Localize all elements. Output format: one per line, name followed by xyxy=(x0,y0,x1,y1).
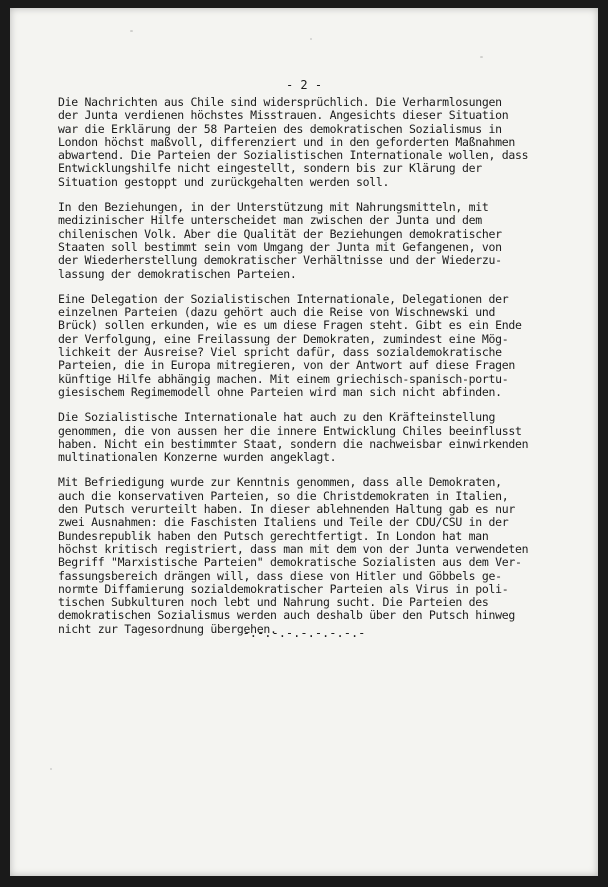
text-line: demokratischen Sozialismus werden auch deshalb über den Putsch hinweg xyxy=(58,608,516,623)
text-line: London höchst maßvoll, differenziert und in den geforderten Maßnahmen xyxy=(58,134,516,149)
text-line: Parteien, die in Europa mitregieren, von der Antwort auf diese Fragen xyxy=(58,358,516,373)
text-line: giesischem Regimemodell ohne Parteien wird man sich nicht abfinden. xyxy=(58,384,502,399)
scan-speck xyxy=(50,768,52,770)
text-line: genommen, die von aussen her die innere Entwicklung Chiles beeinflusst xyxy=(58,423,522,438)
text-line: den Putsch verurteilt haben. In dieser ablehnenden Haltung gab es nur xyxy=(58,502,516,517)
text-line: fassungsbereich drängen will, dass diese von Hitler und Göbbels ge- xyxy=(58,568,502,583)
text-line: auch die konservativen Parteien, so die Christdemokraten in Italien, xyxy=(58,488,509,503)
text-line: Brück) sollen erkunden, wie es um diese Fragen steht. Gibt es ein Ende xyxy=(58,318,522,333)
scan-speck xyxy=(480,56,483,58)
text-line: nicht zur Tagesordnung übergehen. xyxy=(58,621,277,636)
paragraph xyxy=(58,411,578,464)
text-line: Bundesrepublik haben den Putsch gerechtfertigt. In London hat man xyxy=(58,528,489,543)
page-number: - 2 - xyxy=(285,78,323,92)
text-line: Staaten soll bestimmt sein vom Umgang der Junta mit Gefangenen, von xyxy=(58,239,502,254)
text-line: multinationalen Konzerne wurden angeklagt. xyxy=(58,450,337,465)
text-line: zwei Ausnahmen: die Faschisten Italiens und Teile der CDU/CSU in der xyxy=(58,515,509,530)
text-line: höchst kritisch registriert, dass man mit dem von der Junta verwendeten xyxy=(58,541,529,556)
text-line: Eine Delegation der Sozialistischen Internationale, Delegationen der xyxy=(58,291,509,306)
text-line: Entwicklungshilfe nicht eingestellt, sondern bis zur Klärung der xyxy=(58,161,482,176)
text-line: medizinischer Hilfe unterscheidet man zwischen der Junta und dem xyxy=(58,213,482,228)
paragraph xyxy=(58,96,578,189)
paragraph xyxy=(58,201,578,281)
text-line: haben. Nicht ein bestimmter Staat, sondern die nachweisbar einwirkenden xyxy=(58,436,529,451)
text-line: lassung der demokratischen Parteien. xyxy=(58,266,297,281)
paragraph xyxy=(58,293,578,399)
paragraph xyxy=(58,476,578,636)
text-line: tischen Subkulturen noch lebt und Nahrung sucht. Die Parteien des xyxy=(58,595,489,610)
text-line: Die Nachrichten aus Chile sind widersprüchlich. Die Verharmlosungen xyxy=(58,95,502,109)
text-line: der Verfolgung, eine Freilassung der Demokraten, zumindest eine Mög- xyxy=(58,331,509,346)
text-line: einzelnen Parteien (dazu gehört auch die Reise von Wischnewski und xyxy=(58,305,496,320)
scan-speck xyxy=(310,38,312,40)
document-body xyxy=(58,96,578,648)
text-line: war die Erklärung der 58 Parteien des demokratischen Sozialismus in xyxy=(58,121,502,136)
text-line: Die Sozialistische Internationale hat auch zu den Kräfteinstellung xyxy=(58,410,496,425)
text-line: künftige Hilfe abhängig machen. Mit einem griechisch-spanisch-portu- xyxy=(58,371,509,386)
end-marker: -.-.-.-.-.-.-.-.- xyxy=(242,626,366,640)
text-line: der Junta verdienen höchstes Misstrauen. Angesichts dieser Situation xyxy=(58,108,509,123)
text-line: chilenischen Volk. Aber die Qualität der Beziehungen demokratischer xyxy=(58,226,502,241)
text-line: Mit Befriedigung wurde zur Kenntnis genommen, dass alle Demokraten, xyxy=(58,475,502,490)
scan-speck xyxy=(130,30,133,32)
document-page xyxy=(10,8,598,876)
text-line: abwartend. Die Parteien der Sozialistischen Internationale wollen, dass xyxy=(58,148,529,163)
text-line: der Wiederherstellung demokratischer Verhältnisse und der Wiederzu- xyxy=(58,253,502,268)
text-line: Situation gestoppt und zurückgehalten werden soll. xyxy=(58,174,390,189)
text-line: Begriff "Marxistische Parteien" demokratische Sozialisten aus dem Ver- xyxy=(58,555,522,570)
text-line: In den Beziehungen, in der Unterstützung mit Nahrungsmitteln, mit xyxy=(58,200,489,215)
text-line: normte Diffamierung sozialdemokratischer Parteien als Virus in poli- xyxy=(58,581,509,596)
text-line: lichkeit der Ausreise? Viel spricht dafür, dass sozialdemokratische xyxy=(58,345,502,360)
